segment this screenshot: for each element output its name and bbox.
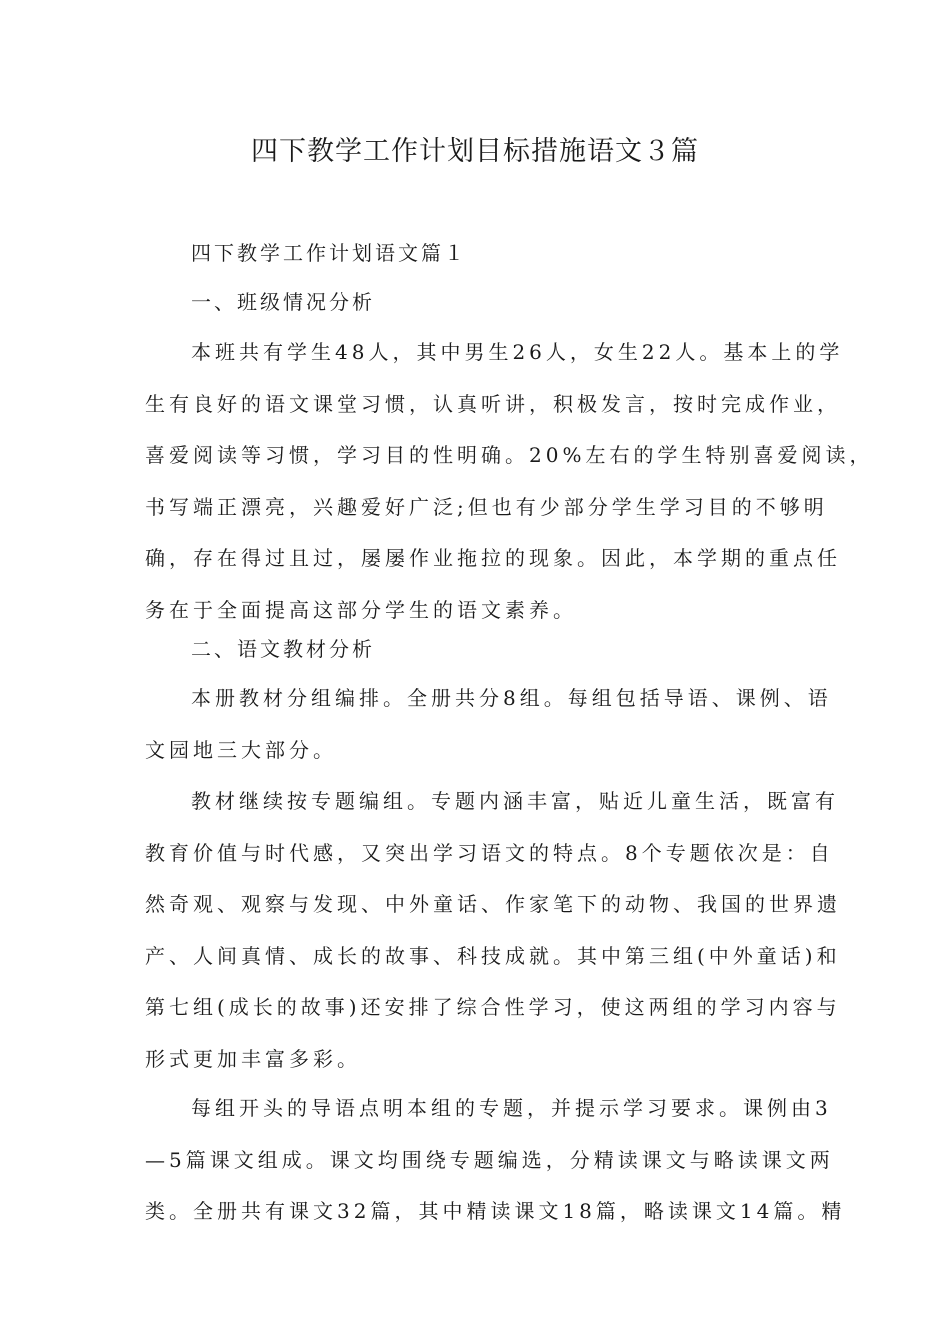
paragraph-1 bbox=[145, 327, 874, 636]
paragraph-line: 教材继续按专题编组。专题内涵丰富，贴近儿童生活，既富有 bbox=[191, 789, 839, 813]
section-heading-1: 一、班级情况分析 bbox=[191, 290, 375, 314]
paragraph-line: 书写端正漂亮，兴趣爱好广泛;但也有少部分学生学习目的不够明 bbox=[145, 494, 828, 519]
paragraph-line: 形式更加丰富多彩。 bbox=[145, 1046, 361, 1071]
paragraph-3 bbox=[145, 776, 841, 1085]
paragraph-2 bbox=[145, 673, 832, 776]
paragraph-line: 本班共有学生48人，其中男生26人，女生22人。基本上的学 bbox=[191, 340, 844, 364]
paragraph-line: 然奇观、观察与发现、中外童话、作家笔下的动物、我国的世界遗 bbox=[145, 892, 841, 916]
document-title: 四下教学工作计划目标措施语文３篇 bbox=[251, 136, 699, 167]
paragraph-line: 本册教材分组编排。全册共分8组。每组包括导语、课例、语 bbox=[191, 686, 832, 710]
paragraph-line: 喜爱阅读等习惯，学习目的性明确。20%左右的学生特别喜爱阅读， bbox=[145, 443, 874, 467]
paragraph-line: —5篇课文组成。课文均围绕专题编选，分精读课文与略读课文两 bbox=[145, 1147, 834, 1172]
paragraph-4 bbox=[145, 1083, 846, 1238]
section-heading-2: 二、语文教材分析 bbox=[191, 637, 375, 661]
paragraph-line: 每组开头的导语点明本组的专题，并提示学习要求。课例由3 bbox=[191, 1096, 832, 1120]
paragraph-line: 生有良好的语文课堂习惯，认真听讲，积极发言，按时完成作业， bbox=[145, 391, 841, 416]
paragraph-line: 类。全册共有课文32篇，其中精读课文18篇，略读课文14篇。精 bbox=[145, 1199, 846, 1223]
paragraph-line: 务在于全面提高这部分学生的语文素养。 bbox=[145, 597, 577, 622]
subtitle: 四下教学工作计划语文篇１ bbox=[191, 241, 467, 265]
paragraph-line: 产、人间真情、成长的故事、科技成就。其中第三组(中外童话)和 bbox=[145, 943, 841, 968]
paragraph-line: 确，存在得过且过，屡屡作业拖拉的现象。因此，本学期的重点任 bbox=[145, 546, 841, 570]
paragraph-line: 第七组(成长的故事)还安排了综合性学习，使这两组的学习内容与 bbox=[145, 995, 841, 1019]
paragraph-line: 教育价值与时代感，又突出学习语文的特点。8个专题依次是：自 bbox=[145, 840, 834, 865]
paragraph-line: 文园地三大部分。 bbox=[145, 737, 337, 762]
